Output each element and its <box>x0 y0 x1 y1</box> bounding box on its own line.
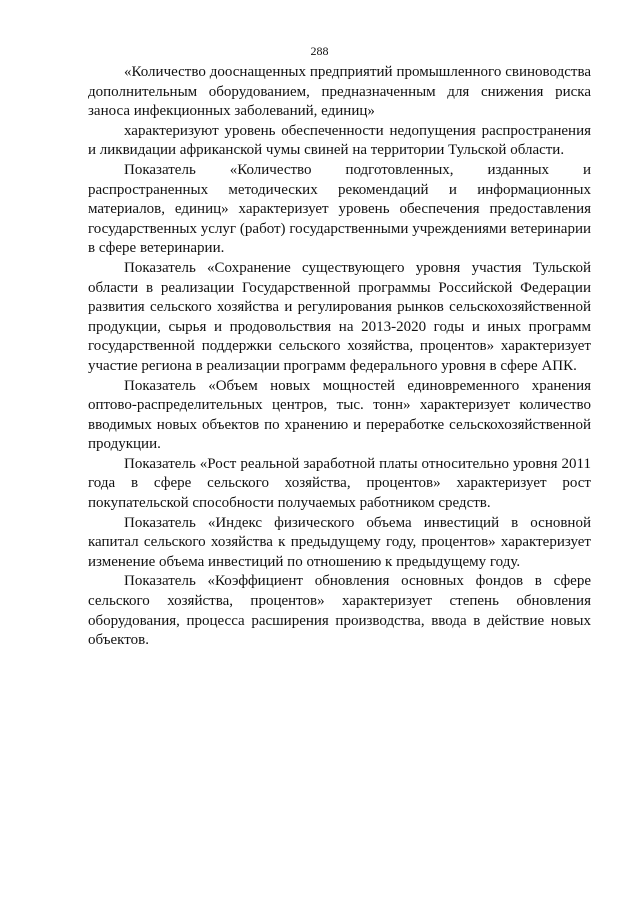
paragraph-8: Показатель «Коэффициент обновления основных фондов в сфере сельского хозяйства, процентов» характеризует степень обновления оборудования, процесса расширения производства, ввода в действие новых объектов. <box>88 573 591 649</box>
paragraph-5: Показатель «Объем новых мощностей единовременного хранения оптово-распределительных центров, тыс. тонн» характеризует количество вводимых новых объектов по хранению и переработке сельскохозяйственной продукции. <box>88 377 591 453</box>
paragraph-7: Показатель «Индекс физического объема инвестиций в основной капитал сельского хозяйства к предыдущему году, процентов» характеризует изменение объема инвестиций по отношению к предыдущему году. <box>88 514 591 570</box>
paragraph-2: характеризуют уровень обеспеченности недопущения распространения и ликвидации африканской чумы свиней на территории Тульской области. <box>88 122 591 159</box>
paragraph-3: Показатель «Количество подготовленных, изданных и распространенных методических рекомендаций и информационных материалов, единиц» характеризует уровень обеспечения предоставления государственных услуг (работ) государственными учреждениями ветеринарии в сфере ветеринарии. <box>88 161 591 257</box>
document-body <box>88 63 591 651</box>
paragraph-4: Показатель «Сохранение существующего уровня участия Тульской области в реализации Государственной программы Российской Федерации развития сельского хозяйства и регулирования рынков сельскохозяйственной продукции, сырья и продовольствия на 2013-2020 годы и иных программ государственной поддержки сельского хозяйства, процентов» характеризует участие региона в реализации программ федерального уровня в сфере АПК. <box>88 259 591 374</box>
paragraph-6: Показатель «Рост реальной заработной платы относительно уровня 2011 года в сфере сельского хозяйства, процентов» характеризует рост покупательской способности получаемых работником средств. <box>88 455 591 512</box>
page-number: 288 <box>310 44 329 58</box>
paragraph-1: «Количество дооснащенных предприятий промышленного свиноводства дополнительным оборудованием, предназначенным для снижения риска заноса инфекционных заболеваний, единиц» <box>88 64 591 120</box>
